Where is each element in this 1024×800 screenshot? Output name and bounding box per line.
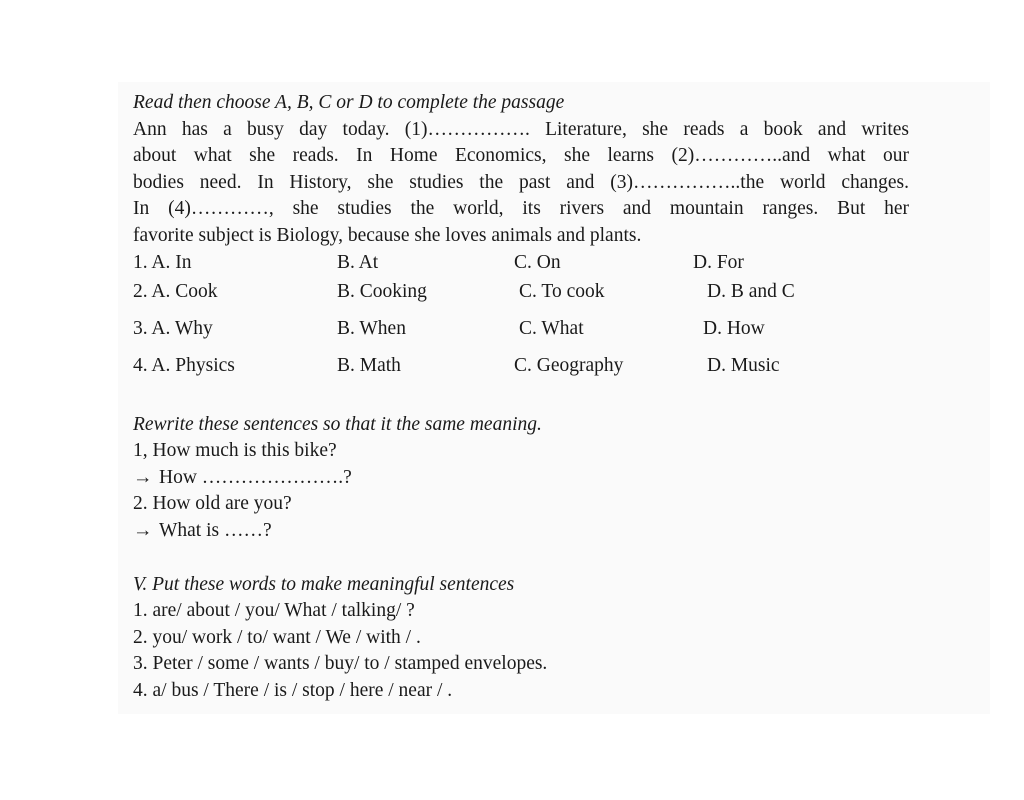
option-d: D. Music [707, 354, 780, 376]
reading-passage [133, 117, 909, 250]
option-d: D. B and C [707, 280, 795, 302]
option-b: B. Cooking [337, 280, 427, 302]
rewrite-prompt: 2. How old are you? [133, 493, 292, 515]
option-a: 3. A. Why [133, 317, 213, 339]
option-c: C. To cook [519, 280, 605, 302]
arrow-icon: → [133, 466, 153, 488]
question-3-options [133, 316, 909, 353]
option-c: C. Geography [514, 354, 624, 376]
rewrite-answer [133, 518, 909, 545]
section3-heading: V. Put these words to make meaningful sentences [133, 573, 515, 595]
option-a: 1. A. In [133, 251, 192, 273]
section1-heading: Read then choose A, B, C or D to complete the passage [133, 92, 565, 113]
passage-line: favorite subject is Biology, because she loves animals and plants. [133, 224, 642, 246]
passage-line: Ann has a busy day today. (1)……………. Literature, she reads a book and writes [133, 118, 909, 140]
option-a: 2. A. Cook [133, 280, 218, 302]
spacer [133, 390, 909, 412]
reorder-item: 1. are/ about / you/ What / talking/ ? [133, 600, 415, 622]
passage-line: about what she reads. In Home Economics, she learns (2)…………..and what our [133, 145, 909, 167]
passage-line: bodies need. In History, she studies the past and (3)……………..the world changes. [133, 171, 909, 193]
section2-heading: Rewrite these sentences so that it the same meaning. [133, 413, 542, 435]
option-b: B. When [337, 317, 406, 339]
arrow-icon: → [133, 519, 153, 541]
rewrite-prompt: 1, How much is this bike? [133, 440, 337, 462]
option-d: D. How [703, 317, 765, 339]
option-c: C. On [514, 251, 561, 273]
option-d: D. For [693, 251, 744, 273]
reorder-item: 4. a/ bus / There / is / stop / here / near / . [133, 679, 453, 701]
rewrite-answer-text: What is ……? [159, 519, 272, 541]
option-b: B. At [337, 251, 379, 273]
reorder-item: 2. you/ work / to/ want / We / with / . [133, 626, 421, 648]
question-1-options [133, 250, 909, 279]
passage-line: In (4)…………, she studies the world, its rivers and mountain ranges. But her [133, 198, 909, 220]
spacer [133, 545, 909, 572]
option-c: C. What [519, 317, 584, 339]
option-a: 4. A. Physics [133, 354, 235, 376]
rewrite-answer [133, 465, 909, 492]
worksheet [133, 90, 909, 705]
option-b: B. Math [337, 354, 401, 376]
question-2-options [133, 279, 909, 316]
question-4-options [133, 353, 909, 390]
reorder-item: 3. Peter / some / wants / buy/ to / stamped envelopes. [133, 653, 548, 675]
rewrite-answer-text: How ………………….? [159, 466, 352, 488]
